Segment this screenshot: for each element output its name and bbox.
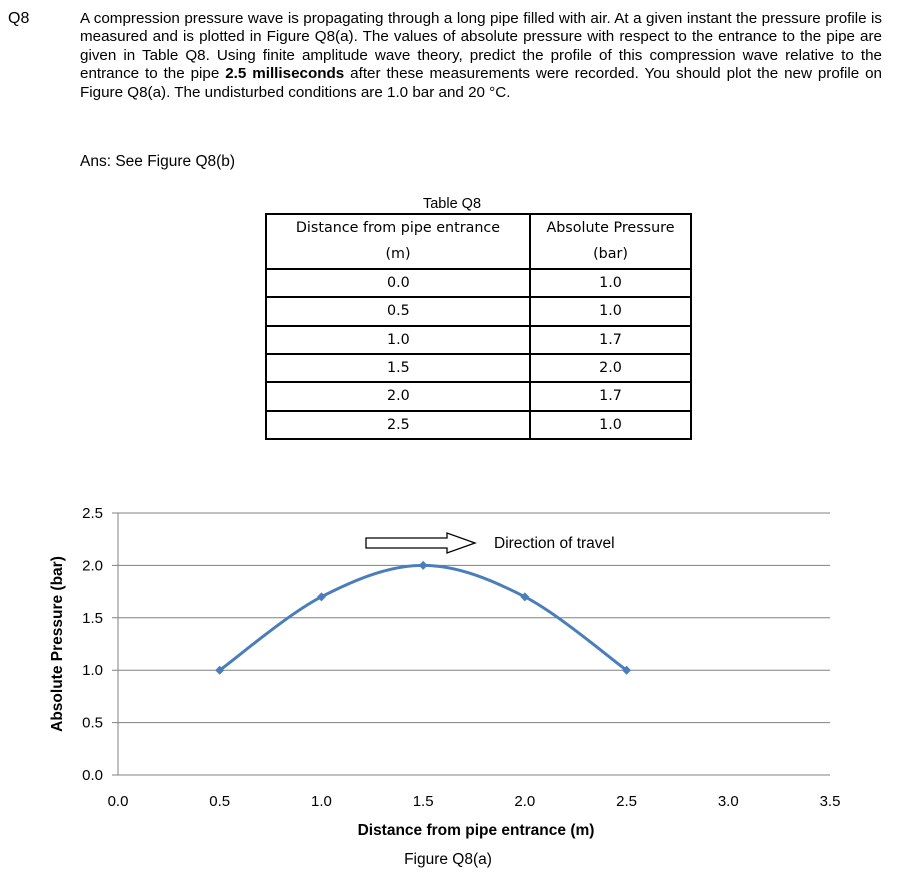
y-tick-label: 0.5 [82, 714, 103, 732]
header-pressure: Absolute Pressure [530, 214, 691, 241]
distance-cell: 1.0 [266, 326, 530, 354]
y-tick-label: 1.5 [82, 609, 103, 627]
y-axis-title: Absolute Pressure (bar) [49, 556, 66, 732]
x-tick-label: 3.5 [819, 793, 841, 810]
y-tick-label: 0.0 [82, 767, 103, 784]
question-text-part-1: A compression pressure wave is propagating through a long pipe filled with air. At a given instant the pressure profile is measured and is plotted in Figure Q8(a). The values of absolute pressure with respect to the entrance to the pipe are given in Table Q8. Using finite amplitude wave theory, predict the profile of this compression wave relative to the entrance to the pipe [80, 10, 882, 83]
x-axis-title: Distance from pipe entrance (m) [357, 822, 595, 839]
x-tick-label: 2.5 [616, 793, 638, 810]
answer-reference: Ans: See Figure Q8(b) [80, 153, 236, 170]
distance-cell: 0.0 [266, 269, 530, 297]
question-number: Q8 [8, 10, 30, 27]
distance-cell: 2.0 [266, 382, 530, 410]
header-distance: Distance from pipe entrance [266, 214, 530, 241]
x-tick-label: 1.5 [412, 793, 434, 810]
x-tick-label: 2.0 [514, 793, 536, 810]
x-tick-label: 1.0 [310, 793, 332, 810]
figure-caption: Figure Q8(a) [404, 851, 492, 868]
pressure-cell: 1.0 [530, 269, 691, 297]
question-text-emphasis: 2.5 milliseconds [225, 65, 345, 83]
pressure-cell: 1.7 [530, 326, 691, 354]
pressure-cell: 2.0 [530, 354, 691, 382]
table-caption: Table Q8 [422, 196, 482, 212]
question-text-part-2: after these measurements were recorded. You should plot the new profile on Figure Q8(a). The undisturbed conditions are 1.0 bar and 20 °C. [80, 65, 882, 101]
header-distance-unit: (m) [266, 241, 530, 268]
pressure-cell: 1.0 [530, 297, 691, 325]
distance-cell: 0.5 [266, 297, 530, 325]
y-tick-label: 2.0 [82, 557, 103, 575]
header-pressure-unit: (bar) [530, 241, 691, 268]
x-tick-label: 3.0 [717, 793, 739, 810]
pressure-cell: 1.0 [530, 411, 691, 439]
pressure-cell: 1.7 [530, 382, 691, 410]
distance-cell: 1.5 [266, 354, 530, 382]
direction-arrow [366, 533, 475, 553]
x-tick-label: 0.0 [107, 793, 129, 810]
direction-label: Direction of travel [494, 535, 615, 552]
y-tick-label: 1.0 [82, 662, 103, 680]
distance-cell: 2.5 [266, 411, 530, 439]
data-point-marker [419, 561, 428, 570]
y-tick-label: 2.5 [82, 505, 103, 522]
x-tick-label: 0.5 [209, 793, 231, 810]
